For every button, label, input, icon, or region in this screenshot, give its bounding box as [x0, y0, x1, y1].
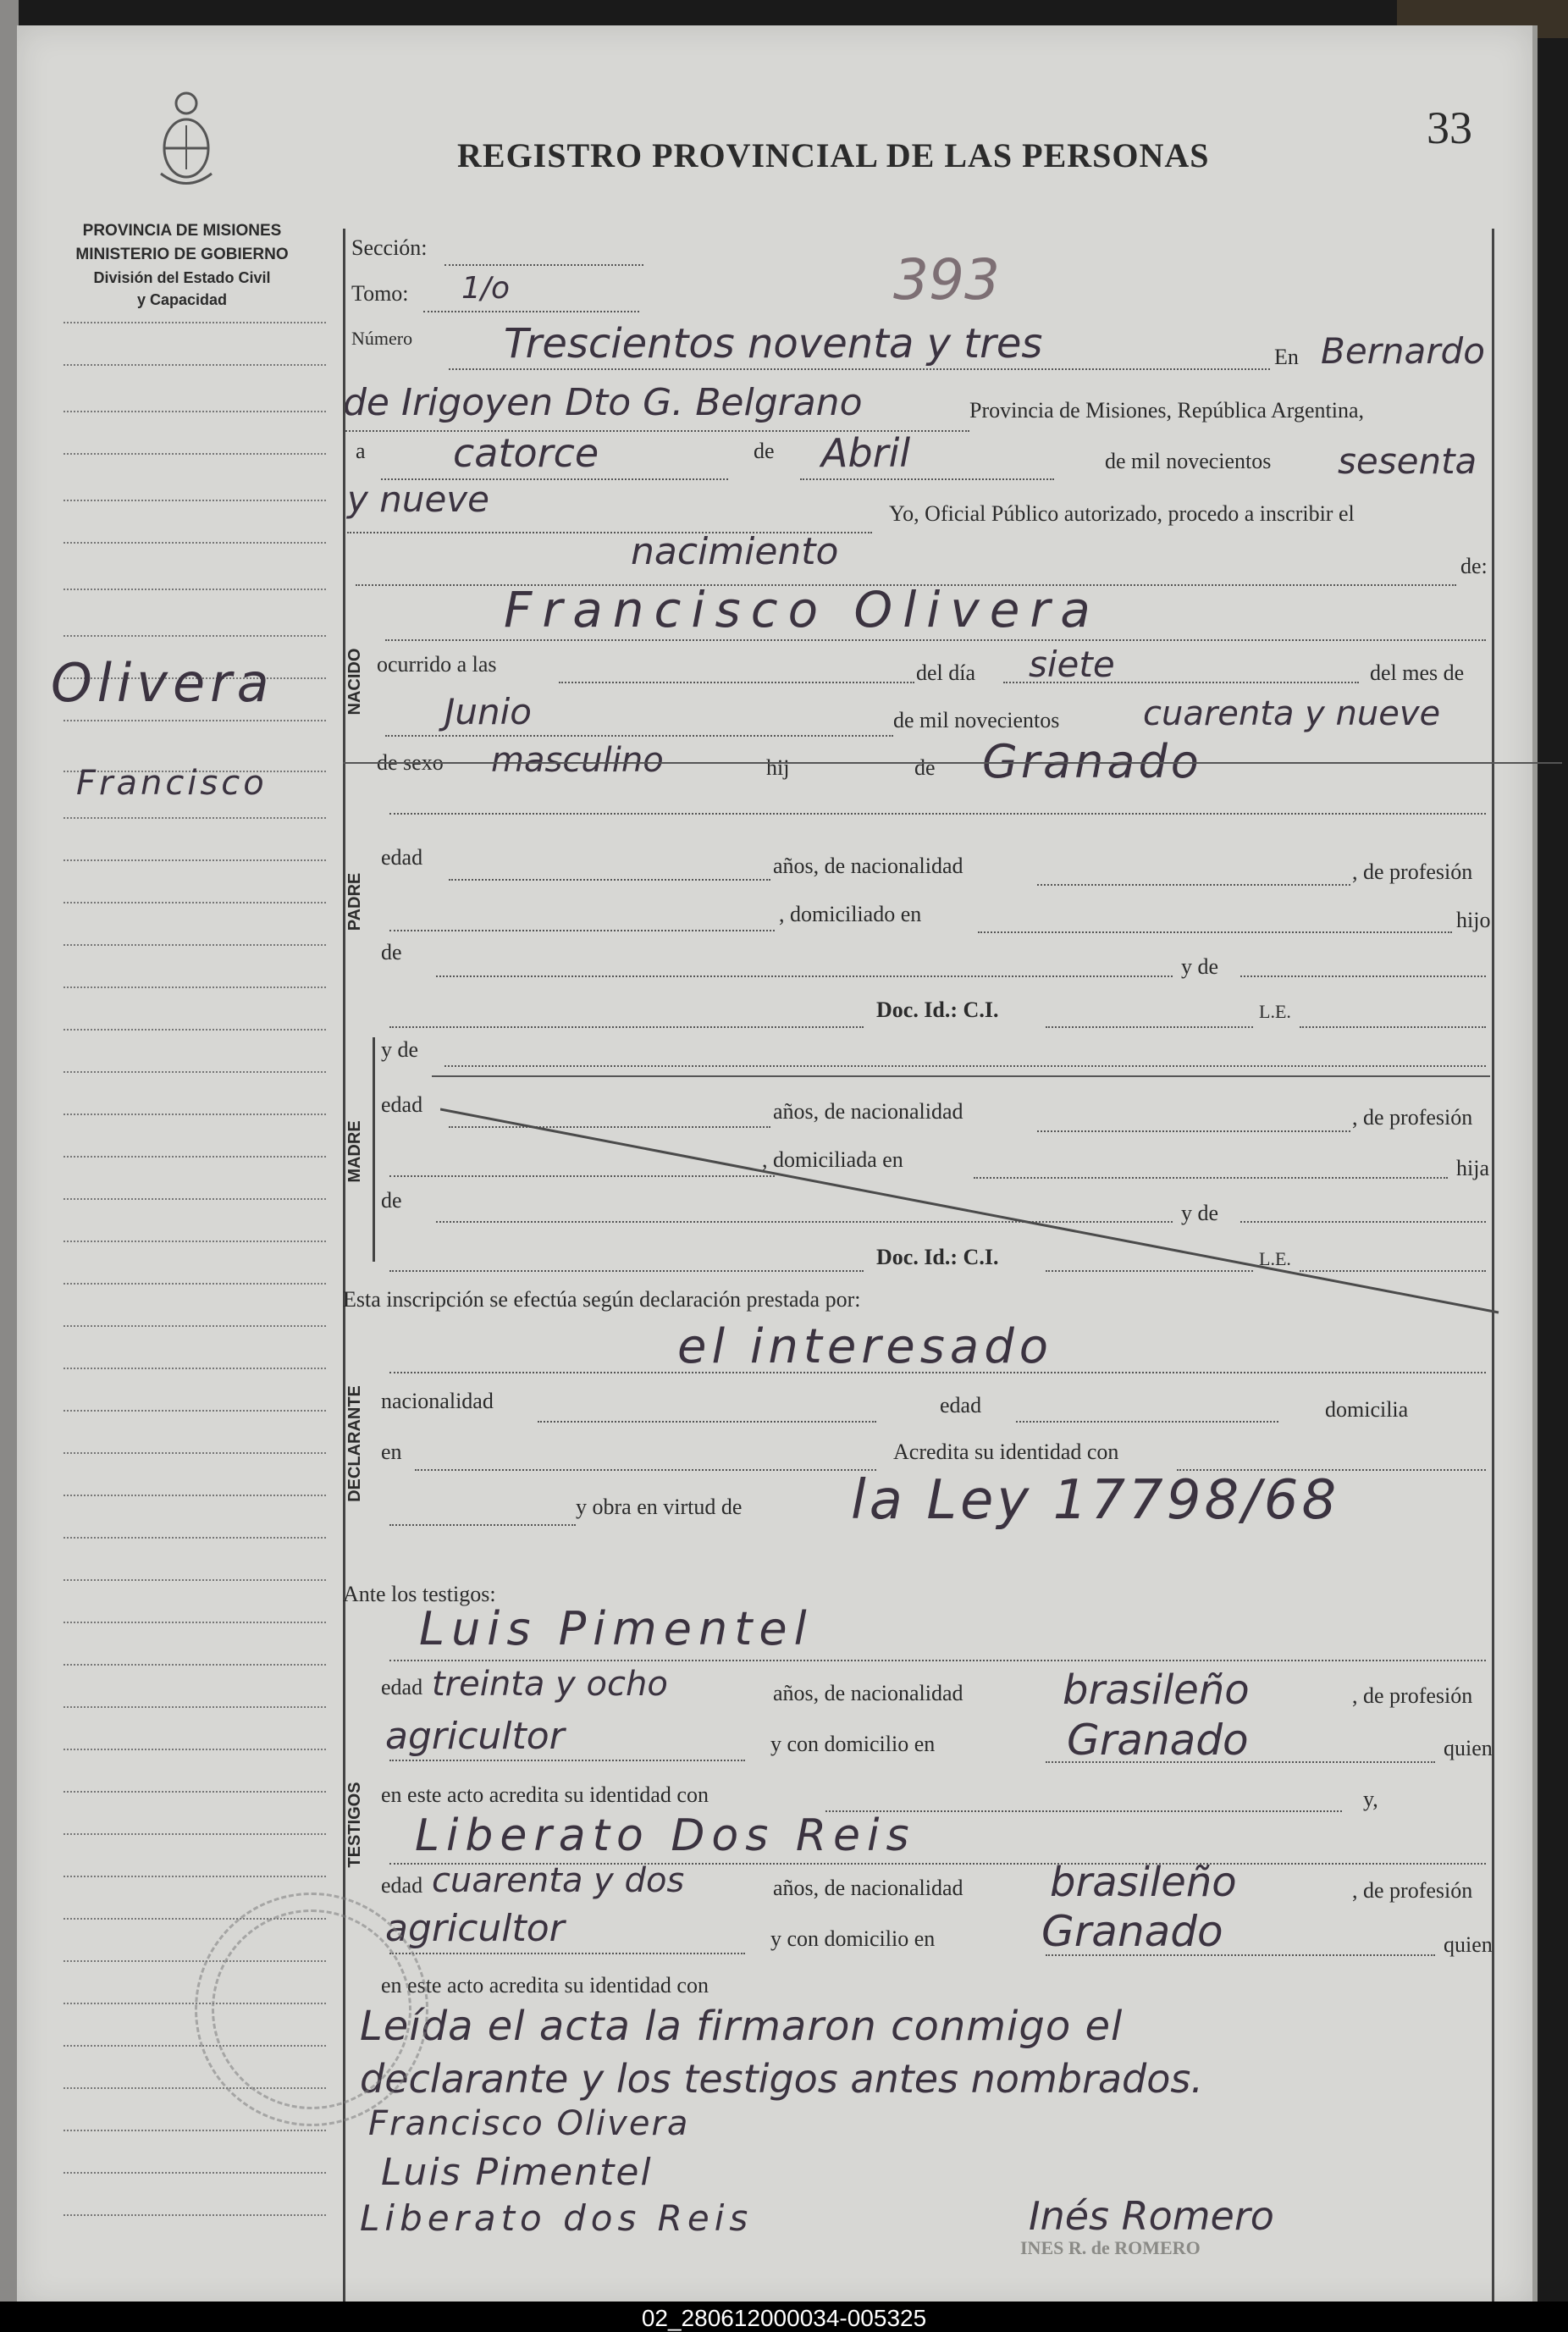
madre-doc-label: Doc. Id.: C.I.: [876, 1245, 999, 1269]
margin-given-name: Francisco: [76, 764, 268, 803]
nacido-de-label: de: [914, 755, 936, 780]
t1-nacionalidad-label: años, de nacionalidad: [773, 1681, 963, 1705]
madre-y-de2-label: y de: [1181, 1201, 1219, 1225]
hij-label: hij: [766, 755, 790, 780]
section-label-testigos: TESTIGOS: [345, 1782, 364, 1868]
t1-quien-label: quien: [1444, 1736, 1493, 1760]
madre-domiciliada-label: , domiciliada en: [762, 1147, 903, 1172]
seal-stamp-icon: [212, 1909, 411, 2109]
t1-name: Luis Pimentel: [419, 1602, 814, 1655]
section-label-nacido: NACIDO: [345, 648, 364, 716]
del-mes-label: del mes de: [1370, 660, 1465, 685]
anio-value: cuarenta y nueve: [1143, 694, 1441, 733]
section-label-madre: MADRE: [345, 1120, 364, 1183]
padre-de-label: de: [381, 940, 402, 964]
file-label-bar: [0, 2302, 1568, 2332]
padre-profesion-label: , de profesión: [1352, 859, 1473, 884]
t1-prof-value: agricultor: [385, 1715, 565, 1758]
declarante-obra-label: y obra en virtud de: [576, 1495, 743, 1519]
tomo-label: Tomo:: [351, 281, 409, 306]
en-label: En: [1274, 345, 1299, 369]
de-colon: de:: [1460, 554, 1488, 578]
t1-profesion-label: , de profesión: [1352, 1683, 1473, 1708]
declarante-en-label: en: [381, 1440, 402, 1464]
signature-testigo-1: Luis Pimentel: [381, 2151, 653, 2194]
place-value-2: de Irigoyen Dto G. Belgrano: [343, 381, 863, 424]
year-value-2: y nueve: [347, 478, 489, 520]
madre-profesion-label: , de profesión: [1352, 1105, 1473, 1130]
section-label-padre: PADRE: [345, 872, 364, 931]
padre-hijo-label: hijo: [1456, 908, 1491, 932]
t2-nacionalidad-label: años, de nacionalidad: [773, 1876, 963, 1900]
official-stamp-text: INES R. de ROMERO: [1020, 2237, 1201, 2258]
padre-edad-label: edad: [381, 845, 423, 870]
t2-prof-value: agricultor: [385, 1907, 565, 1950]
madre-y-de-label: y de: [381, 1037, 419, 1062]
intro-text: Yo, Oficial Público autorizado, procedo a inscribir el: [889, 501, 1355, 526]
issuer-line-4: y Capacidad: [136, 291, 228, 308]
t1-edad-value: treinta y ocho: [432, 1665, 668, 1704]
madre-nacionalidad-label: años, de nacionalidad: [773, 1099, 963, 1124]
t1-dom-value: Granado: [1067, 1716, 1249, 1765]
t1-acredita-label: en este acto acredita su identidad con: [381, 1782, 709, 1807]
closing-line-1: Leída el acta la firmaron conmigo el: [360, 2003, 1124, 2050]
t2-edad-value: cuarenta y dos: [432, 1861, 685, 1900]
declarante-name: el interesado: [677, 1319, 1054, 1374]
t2-profesion-label: , de profesión: [1352, 1878, 1473, 1903]
issuer-line-2: MINISTERIO DE GOBIERNO: [75, 246, 289, 263]
t1-y-label: y,: [1363, 1787, 1378, 1811]
t1-edad-label: edad: [381, 1675, 423, 1699]
tomo-value: 1/o: [461, 271, 511, 306]
book-binding: [0, 0, 19, 2307]
mes-value: Junio: [444, 691, 532, 732]
de-label: de: [754, 439, 775, 463]
registry-page: [17, 25, 1538, 2307]
pencil-number: 393: [893, 247, 1000, 312]
section-label-declarante: DECLARANTE: [345, 1385, 364, 1502]
provincia-text: Provincia de Misiones, República Argentina,: [969, 398, 1364, 423]
ley-value: la Ley 17798/68: [851, 1469, 1340, 1532]
act-value: nacimiento: [631, 530, 839, 573]
t1-nac-value: brasileño: [1063, 1666, 1250, 1714]
page-number: 33: [1427, 102, 1472, 153]
madre-de-label: de: [381, 1188, 402, 1213]
issuer-line-3: División del Estado Civil: [93, 269, 271, 286]
signature-testigo-2: Liberato dos Reis: [360, 2197, 754, 2239]
day-value: catorce: [453, 430, 599, 476]
padre-y-de-label: y de: [1181, 954, 1219, 979]
nacido-name: Francisco Olivera: [504, 581, 1101, 638]
seccion-label: Sección:: [351, 235, 428, 260]
ocurrido-label: ocurrido a las: [377, 652, 497, 677]
year-value-1: sesenta: [1338, 440, 1477, 482]
madre-le-label: L.E.: [1259, 1248, 1291, 1269]
margin-surname: Olivera: [51, 652, 274, 714]
t2-nac-value: brasileño: [1050, 1859, 1237, 1906]
padre-doc-label: Doc. Id.: C.I.: [876, 997, 999, 1022]
coat-of-arms-icon: [152, 85, 220, 195]
declarante-acredita-label: Acredita su identidad con: [893, 1440, 1119, 1464]
del-dia-label: del día: [916, 660, 976, 685]
issuer-line-1: PROVINCIA DE MISIONES: [82, 222, 282, 240]
year-prefix: de mil novecientos: [1105, 449, 1272, 473]
page-title: REGISTRO PROVINCIAL DE LAS PERSONAS: [457, 136, 1210, 174]
testigos-intro: Ante los testigos:: [343, 1582, 496, 1606]
t1-domicilio-label: y con domicilio en: [770, 1732, 936, 1756]
sexo-label: de sexo: [377, 750, 444, 775]
madre-edad-label: edad: [381, 1092, 423, 1117]
t2-acredita-label: en este acto acredita su identidad con: [381, 1973, 709, 1998]
de-mil-label: de mil novecientos: [893, 708, 1060, 732]
t2-dom-value: Granado: [1041, 1907, 1223, 1956]
place-value-1: Bernardo: [1321, 330, 1485, 372]
t2-quien-label: quien: [1444, 1932, 1493, 1957]
t2-edad-label: edad: [381, 1873, 423, 1898]
padre-nacionalidad-label: años, de nacionalidad: [773, 854, 963, 878]
numero-value: Trescientos noventa y tres: [504, 320, 1043, 367]
dia-value: siete: [1029, 644, 1115, 685]
t2-domicilio-label: y con domicilio en: [770, 1926, 936, 1951]
declarante-intro: Esta inscripción se efectúa según declaración prestada por:: [343, 1287, 861, 1312]
a-label: a: [356, 439, 366, 463]
madre-hija-label: hija: [1456, 1156, 1489, 1180]
file-label: 02_280612000034-005325: [641, 2305, 927, 2331]
padre-domiciliado-label: , domiciliado en: [779, 902, 922, 926]
signature-oficial: Inés Romero: [1029, 2193, 1274, 2239]
signature-declarante: Francisco Olivera: [368, 2104, 690, 2143]
closing-line-2: declarante y los testigos antes nombrados.: [360, 2056, 1203, 2102]
numero-label: Número: [351, 328, 413, 349]
declarante-edad-label: edad: [940, 1393, 982, 1417]
sexo-value: masculino: [491, 741, 664, 780]
declarante-nacionalidad-label: nacionalidad: [381, 1389, 494, 1413]
padre-le-label: L.E.: [1259, 1001, 1291, 1022]
month-value: Abril: [821, 430, 911, 476]
declarante-domicilia-label: domicilia: [1325, 1397, 1409, 1422]
lugar-value: Granado: [982, 735, 1202, 788]
t2-name: Liberato Dos Reis: [415, 1810, 916, 1861]
